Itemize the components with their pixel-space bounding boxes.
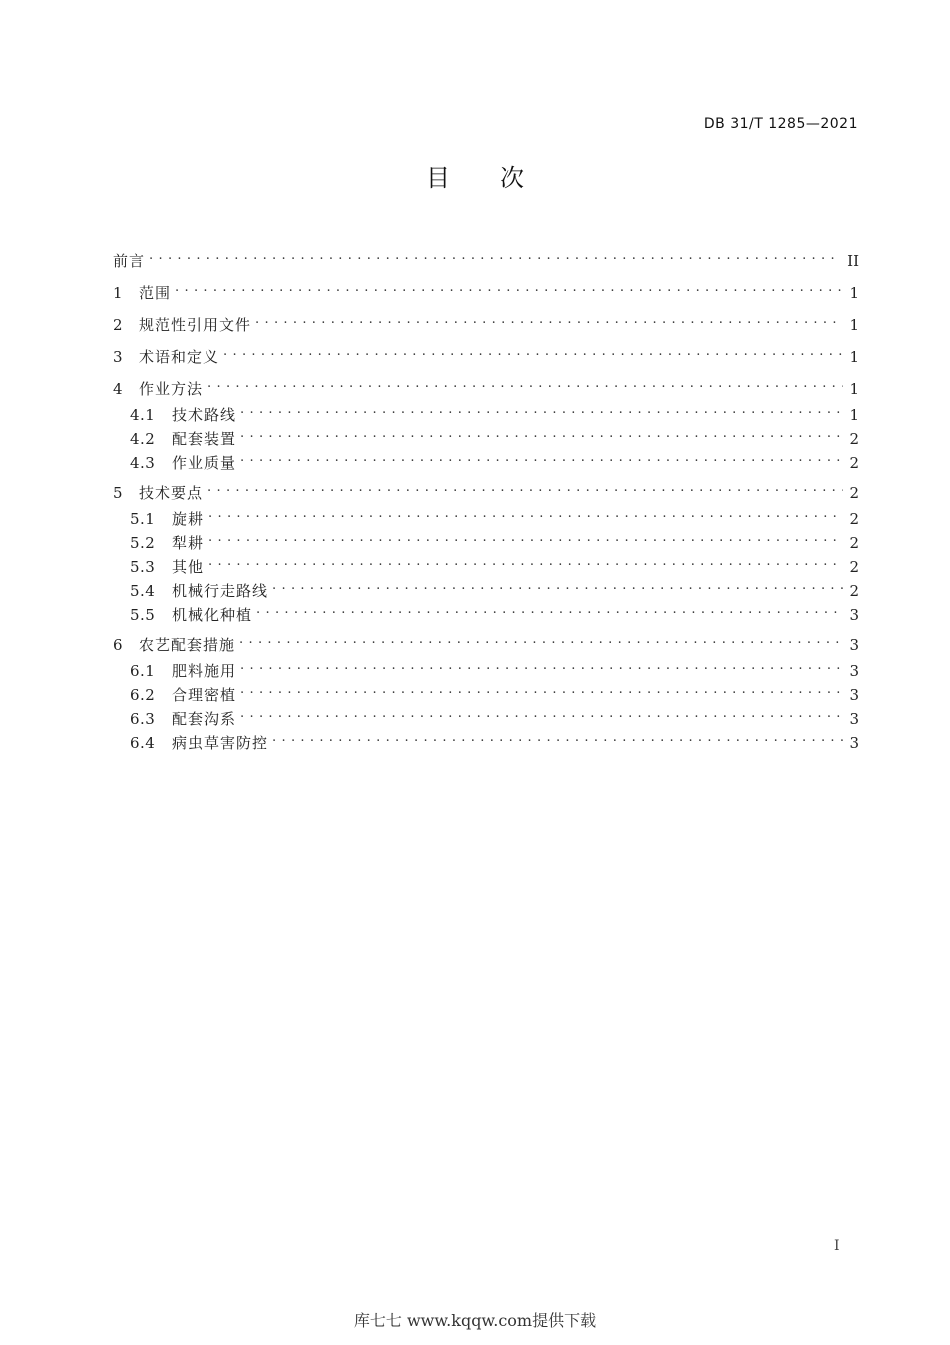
toc-entry-page: 1: [849, 316, 859, 334]
page-title-char-1: 目: [426, 164, 450, 192]
toc-entry-page: 3: [849, 636, 859, 654]
toc-entry-page: 3: [849, 686, 859, 704]
toc-entry-label: 病虫草害防控: [172, 734, 269, 752]
toc-entry-label: 合理密植: [172, 686, 237, 704]
toc-entry-number: 4.3: [130, 454, 156, 472]
toc-entry-foreword[interactable]: [113, 246, 859, 270]
toc-leader-dots: [208, 528, 843, 548]
toc-entry-label: 农艺配套措施: [139, 636, 236, 654]
toc-entry-pest-weed-control[interactable]: [130, 728, 859, 752]
toc-entry-normative-references[interactable]: [113, 310, 859, 334]
toc-entry-number: 3: [113, 348, 124, 366]
toc-entry-number: 2: [113, 316, 124, 334]
toc-entry-rotary-tillage[interactable]: [130, 504, 859, 528]
toc-leader-dots: [208, 552, 843, 572]
toc-entry-number: 5.1: [130, 510, 156, 528]
toc-leader-dots: [207, 374, 843, 394]
toc-entry-page: 3: [849, 606, 859, 624]
toc-entry-number: 6: [113, 636, 124, 654]
toc-entry-label: 作业方法: [139, 380, 204, 398]
toc-entry-fertilizer-application[interactable]: [130, 656, 859, 680]
toc-entry-label: 技术要点: [139, 484, 204, 502]
toc-leader-dots: [255, 310, 843, 330]
toc-entry-page: 2: [849, 484, 859, 502]
toc-entry-page: 3: [849, 710, 859, 728]
toc-entry-page: 1: [849, 406, 859, 424]
toc-leader-dots: [149, 246, 841, 266]
toc-entry-rational-dense-planting[interactable]: [130, 680, 859, 704]
toc-entry-page: 2: [849, 454, 859, 472]
toc-entry-number: 4: [113, 380, 124, 398]
toc-entry-mechanized-planting[interactable]: [130, 600, 859, 624]
toc-entry-page: 1: [849, 380, 859, 398]
toc-entry-technical-route[interactable]: [130, 400, 859, 424]
toc-entry-operation-quality[interactable]: [130, 448, 859, 472]
toc-entry-label: 范围: [139, 284, 172, 302]
toc-entry-label: 配套沟系: [172, 710, 237, 728]
toc-entry-page: 2: [849, 534, 859, 552]
toc-entry-label: 术语和定义: [139, 348, 220, 366]
toc-leader-dots: [272, 576, 843, 596]
toc-leader-dots: [240, 424, 843, 444]
toc-entry-label: 规范性引用文件: [139, 316, 252, 334]
toc-leader-dots: [240, 448, 843, 468]
toc-entry-number: 6.3: [130, 710, 156, 728]
page-number: I: [834, 1238, 840, 1254]
toc-entry-page: 1: [849, 284, 859, 302]
toc-entry-page: 2: [849, 558, 859, 576]
toc-entry-number: 1: [113, 284, 124, 302]
toc-entry-number: 5.5: [130, 606, 156, 624]
toc-leader-dots: [240, 400, 843, 420]
toc-leader-dots: [208, 504, 843, 524]
toc-entry-page: 2: [849, 510, 859, 528]
toc-entry-technical-points[interactable]: [113, 478, 859, 502]
toc-entry-number: 6.1: [130, 662, 156, 680]
toc-entry-label: 旋耕: [172, 510, 205, 528]
toc-entry-page: 1: [849, 348, 859, 366]
toc-entry-page: 3: [849, 734, 859, 752]
toc-entry-number: 5.4: [130, 582, 156, 600]
toc-entry-page: II: [847, 252, 859, 270]
toc-leader-dots: [239, 630, 843, 650]
toc-entry-scope[interactable]: [113, 278, 859, 302]
toc-entry-agronomic-measures[interactable]: [113, 630, 859, 654]
toc-leader-dots: [240, 704, 843, 724]
toc-entry-number: 4.2: [130, 430, 156, 448]
toc-entry-number: 5.3: [130, 558, 156, 576]
toc-entry-label: 技术路线: [172, 406, 237, 424]
page-title-char-2: 次: [500, 164, 524, 192]
toc-entry-label: 机械行走路线: [172, 582, 269, 600]
toc-entry-number: 5: [113, 484, 124, 502]
toc-entry-page: 3: [849, 662, 859, 680]
toc-entry-plowing[interactable]: [130, 528, 859, 552]
toc-leader-dots: [223, 342, 843, 362]
toc-entry-number: 5.2: [130, 534, 156, 552]
toc-leader-dots: [272, 728, 843, 748]
toc-entry-page: 2: [849, 430, 859, 448]
toc-entry-page: 2: [849, 582, 859, 600]
toc-entry-ditch-system[interactable]: [130, 704, 859, 728]
toc-entry-number: 6.2: [130, 686, 156, 704]
toc-entry-number: 6.4: [130, 734, 156, 752]
page-title: [0, 158, 950, 193]
toc-entry-label: 机械化种植: [172, 606, 253, 624]
toc-leader-dots: [207, 478, 843, 498]
toc-leader-dots: [240, 680, 843, 700]
toc-entry-machine-route[interactable]: [130, 576, 859, 600]
toc-leader-dots: [240, 656, 843, 676]
toc-entry-others[interactable]: [130, 552, 859, 576]
toc-entry-terms-definitions[interactable]: [113, 342, 859, 366]
document-code: DB 31/T 1285—2021: [703, 116, 858, 132]
toc-entry-label: 配套装置: [172, 430, 237, 448]
download-watermark: 库七七 www.kqqw.com提供下载: [353, 1311, 597, 1330]
toc-entry-label: 肥料施用: [172, 662, 237, 680]
toc-entry-label: 作业质量: [172, 454, 237, 472]
toc-entry-number: 4.1: [130, 406, 156, 424]
toc-entry-label: 前言: [113, 252, 146, 270]
toc-leader-dots: [256, 600, 843, 620]
toc-entry-label: 其他: [172, 558, 205, 576]
toc-entry-operation-method[interactable]: [113, 374, 859, 398]
toc-entry-supporting-devices[interactable]: [130, 424, 859, 448]
toc-entry-label: 犁耕: [172, 534, 205, 552]
toc-leader-dots: [175, 278, 843, 298]
